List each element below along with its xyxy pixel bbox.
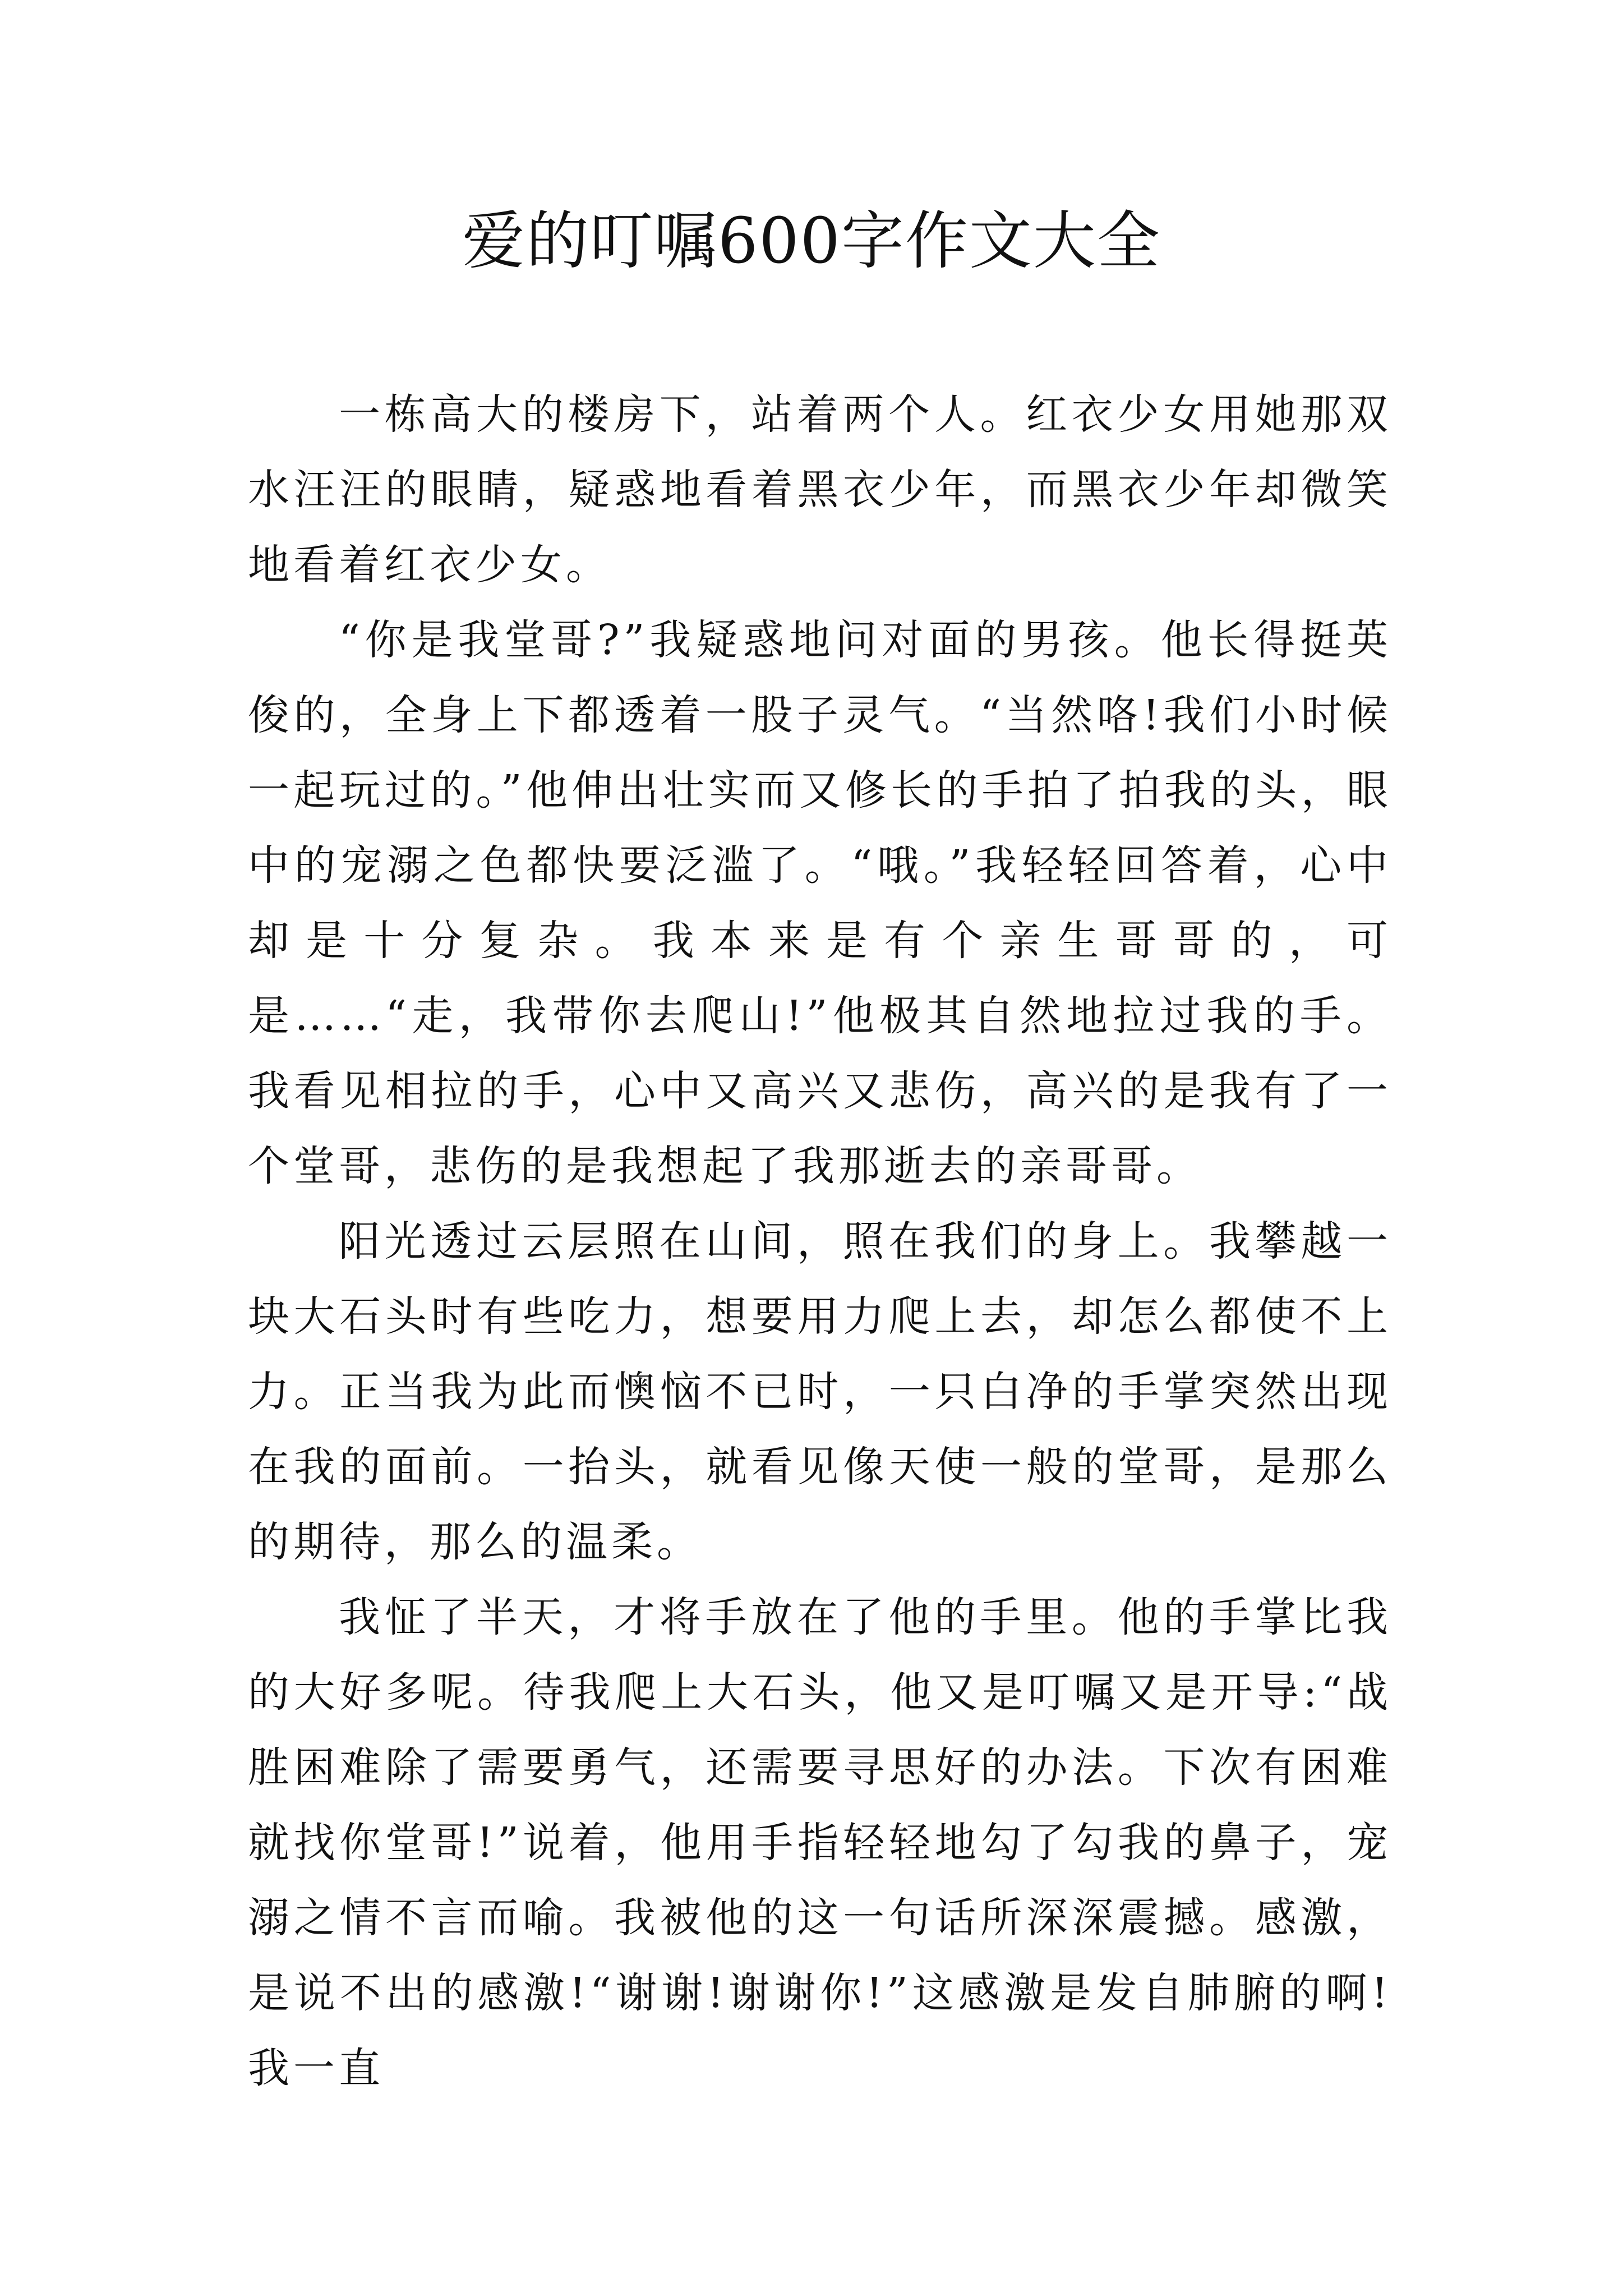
document-body xyxy=(248,377,1392,2106)
paragraph-3: 阳光透过云层照在山间，照在我们的身上。我攀越一块大石头时有些吃力，想要用力爬上去，却怎么都使不上力。正当我为此而懊恼不已时，一只白净的手掌突然出现在我的面前。一抬头，就看见像天使一般的堂哥，是那么的期待，那么的温柔。 xyxy=(248,1217,1392,1566)
paragraph-1: 一栋高大的楼房下，站着两个人。红衣少女用她那双水汪汪的眼睛，疑惑地看着黑衣少年，而黑衣少年却微笑地看着红衣少女。 xyxy=(248,390,1392,589)
document-title: 爱的叮嘱600字作文大全 xyxy=(462,205,1161,278)
paragraph-2: “你是我堂哥?”我疑惑地问对面的男孩。他长得挺英俊的，全身上下都透着一股子灵气。“当然咯!我们小时候一起玩过的。”他伸出壮实而又修长的手拍了拍我的头，眼中的宠溺之色都快要泛滥了。“哦。”我轻轻回答着，心中却是十分复杂。我本来是有个亲生哥哥的，可是……“走，我带你去爬山!”他极其自然地拉过我的手。我看见相拉的手，心中又高兴又悲伤，高兴的是我有了一个堂哥，悲伤的是我想起了我那逝去的亲哥哥。 xyxy=(248,616,1392,1190)
paragraph-4: 我怔了半天，才将手放在了他的手里。他的手掌比我的大好多呢。待我爬上大石头，他又是叮嘱又是开导:“战胜困难除了需要勇气，还需要寻思好的办法。下次有困难就找你堂哥!”说着，他用手指轻轻地勾了勾我的鼻子，宠溺之情不言而喻。我被他的这一句话所深深震撼。感激，是说不出的感激!“谢谢!谢谢你!”这感激是发自肺腑的啊!我一直 xyxy=(248,1593,1392,2092)
